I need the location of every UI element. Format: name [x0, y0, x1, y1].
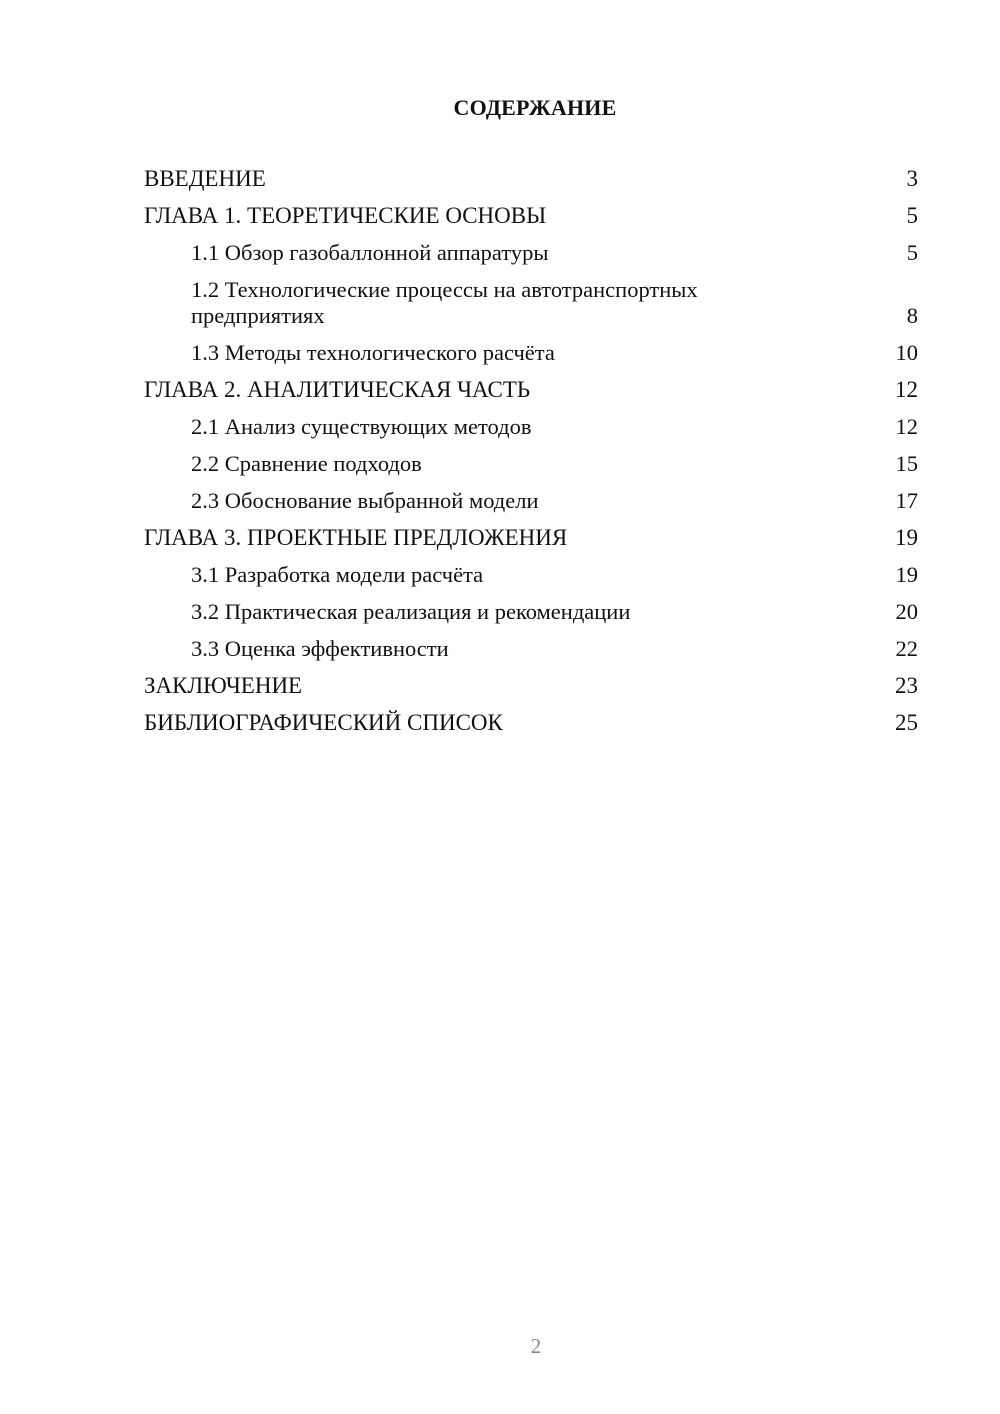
toc-entry-page: 8 — [906, 303, 918, 328]
toc-entry-page: 17 — [895, 488, 918, 513]
table-of-contents — [144, 166, 918, 747]
toc-entry-label: 3.1 Разработка модели расчёта — [191, 562, 484, 587]
toc-entry-page: 10 — [895, 340, 918, 365]
toc-entry-label: ГЛАВА 2. АНАЛИТИЧЕСКАЯ ЧАСТЬ — [144, 377, 531, 402]
toc-entry[interactable] — [144, 451, 918, 477]
toc-entry-label: БИБЛИОГРАФИЧЕСКИЙ СПИСОК — [144, 710, 503, 735]
toc-entry-label: ВВЕДЕНИЕ — [144, 166, 266, 191]
toc-entry[interactable] — [144, 525, 918, 551]
toc-entry[interactable] — [144, 166, 918, 192]
toc-entry[interactable] — [144, 377, 918, 403]
toc-entry-label: ГЛАВА 3. ПРОЕКТНЫЕ ПРЕДЛОЖЕНИЯ — [144, 525, 568, 550]
toc-entry-label: 3.3 Оценка эффективности — [191, 636, 449, 661]
toc-entry[interactable] — [144, 240, 918, 266]
toc-entry[interactable] — [144, 203, 918, 229]
toc-entry-page: 12 — [895, 377, 918, 402]
toc-entry[interactable] — [144, 340, 918, 366]
page-number: 2 — [530, 1334, 542, 1358]
toc-entry[interactable] — [144, 673, 918, 699]
toc-entry-label: 3.2 Практическая реализация и рекомендации — [191, 599, 631, 624]
toc-entry[interactable] — [144, 599, 918, 625]
toc-entry-label: ЗАКЛЮЧЕНИЕ — [144, 673, 303, 698]
toc-entry-page: 19 — [895, 525, 918, 550]
toc-entry-page: 22 — [895, 636, 918, 661]
toc-entry-page: 23 — [895, 673, 918, 698]
toc-entry-page: 25 — [895, 710, 918, 735]
toc-entry-label: ГЛАВА 1. ТЕОРЕТИЧЕСКИЕ ОСНОВЫ — [144, 203, 547, 228]
toc-entry-label: 1.3 Методы технологического расчёта — [191, 340, 555, 365]
toc-entry-page: 19 — [895, 562, 918, 587]
toc-entry[interactable] — [144, 277, 918, 329]
toc-entry-page: 3 — [906, 166, 918, 191]
toc-entry-label: 1.2 Технологические процессы на автотранспортных предприятиях — [191, 277, 698, 328]
toc-entry-page: 5 — [906, 240, 918, 265]
toc-entry-page: 15 — [895, 451, 918, 476]
toc-entry-label: 2.3 Обоснование выбранной модели — [191, 488, 539, 513]
toc-entry-page: 12 — [895, 414, 918, 439]
toc-entry-label: 1.1 Обзор газобаллонной аппаратуры — [191, 240, 549, 265]
toc-entry[interactable] — [144, 636, 918, 662]
toc-entry-label: 2.1 Анализ существующих методов — [191, 414, 532, 439]
toc-entry-page: 5 — [906, 203, 918, 228]
toc-entry[interactable] — [144, 710, 918, 736]
toc-entry-label: 2.2 Сравнение подходов — [191, 451, 422, 476]
toc-entry[interactable] — [144, 414, 918, 440]
toc-entry-page: 20 — [895, 599, 918, 624]
toc-entry[interactable] — [144, 488, 918, 514]
toc-entry[interactable] — [144, 562, 918, 588]
toc-title: СОДЕРЖАНИЕ — [453, 95, 617, 120]
